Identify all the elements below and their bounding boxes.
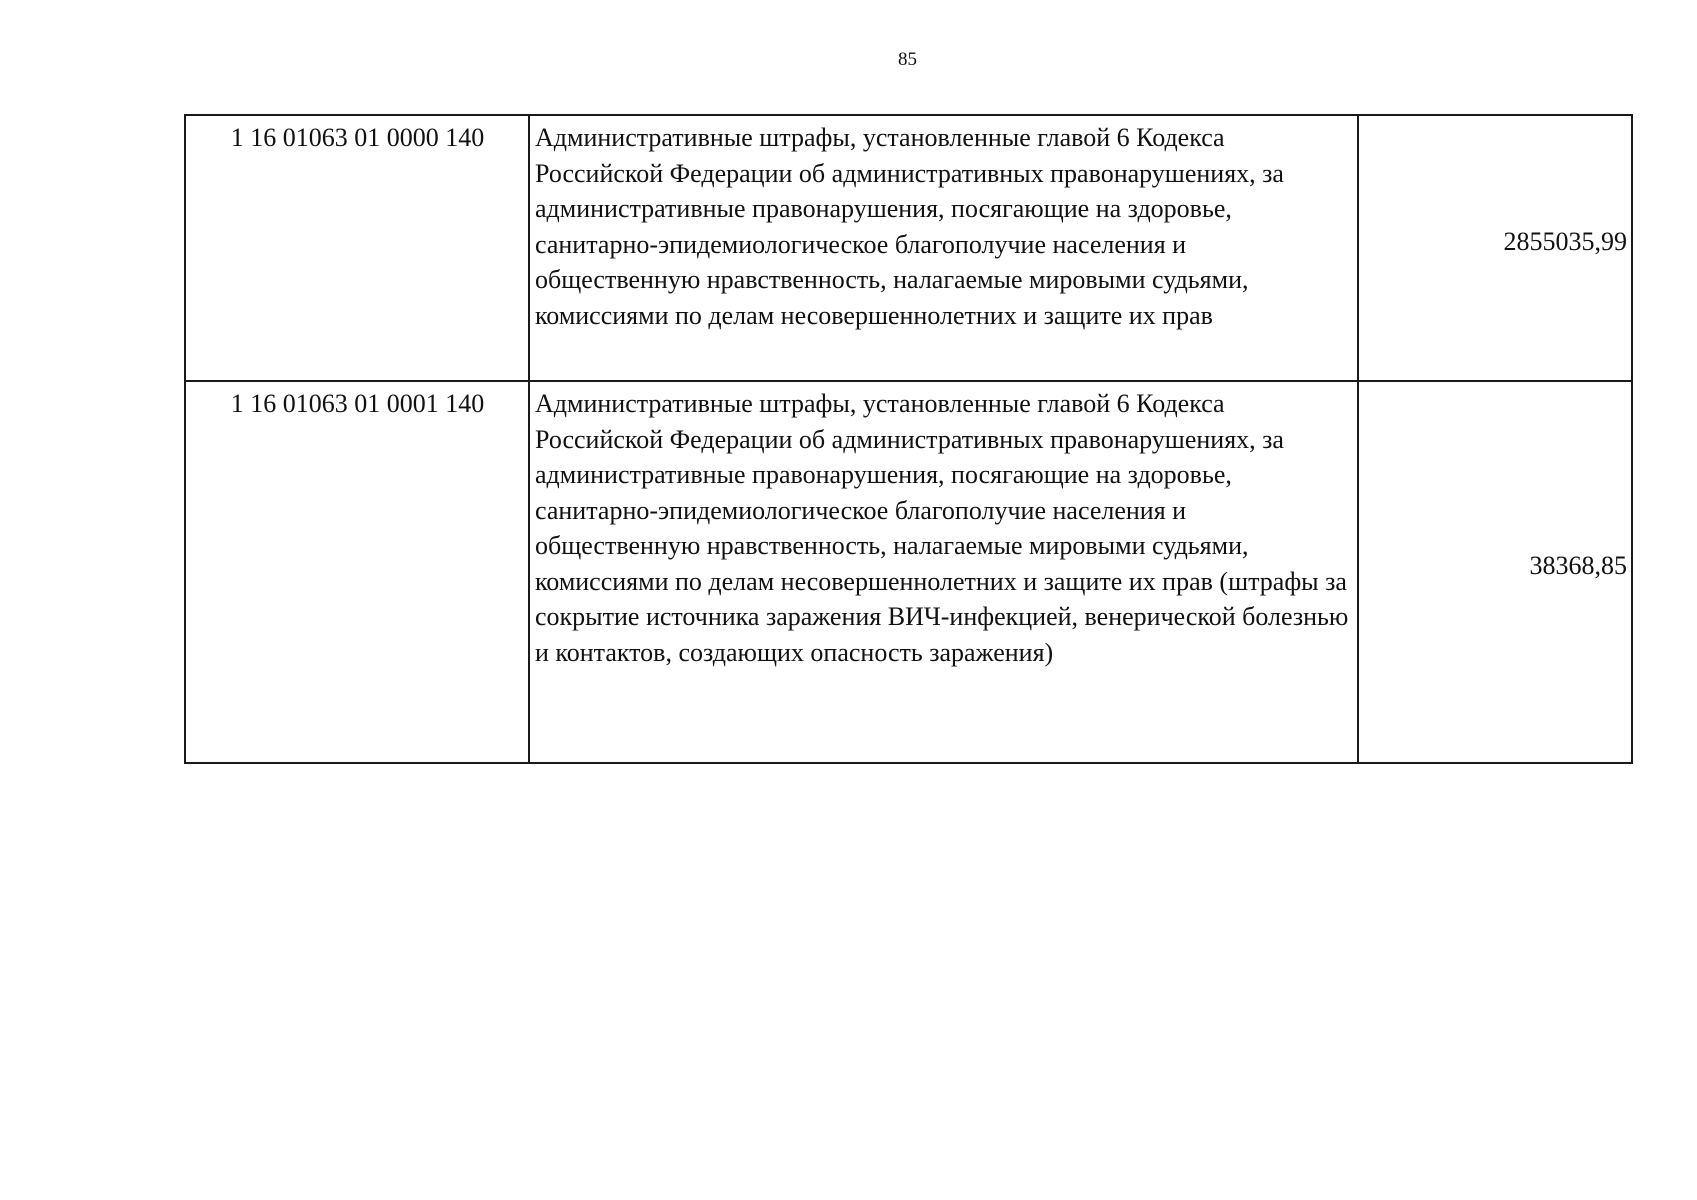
table-row bbox=[185, 381, 1632, 763]
income-amount: 2855035,99 bbox=[1358, 115, 1632, 381]
budget-classification-code: 1 16 01063 01 0000 140 bbox=[185, 115, 529, 381]
budget-classification-code: 1 16 01063 01 0001 140 bbox=[185, 381, 529, 763]
income-amount: 38368,85 bbox=[1358, 381, 1632, 763]
income-description: Административные штрафы, установленные главой 6 Кодекса Российской Федерации об административных правонарушениях, за административные правонарушения, посягающие на здоровье, санитарно-эпидемиологическое благополучие населения и общественную нравственность, налагаемые мировыми судьями, комиссиями по делам несовершеннолетних и защите их прав (штрафы за сокрытие источника заражения ВИЧ-инфекцией, венерической болезнью и контактов, создающих опасность заражения) bbox=[529, 381, 1358, 763]
page-number: 85 bbox=[898, 49, 917, 70]
budget-income-table bbox=[184, 114, 1633, 764]
table-row bbox=[185, 115, 1632, 381]
income-description: Административные штрафы, установленные главой 6 Кодекса Российской Федерации об административных правонарушениях, за административные правонарушения, посягающие на здоровье, санитарно-эпидемиологическое благополучие населения и общественную нравственность, налагаемые мировыми судьями, комиссиями по делам несовершеннолетних и защите их прав bbox=[529, 115, 1358, 381]
